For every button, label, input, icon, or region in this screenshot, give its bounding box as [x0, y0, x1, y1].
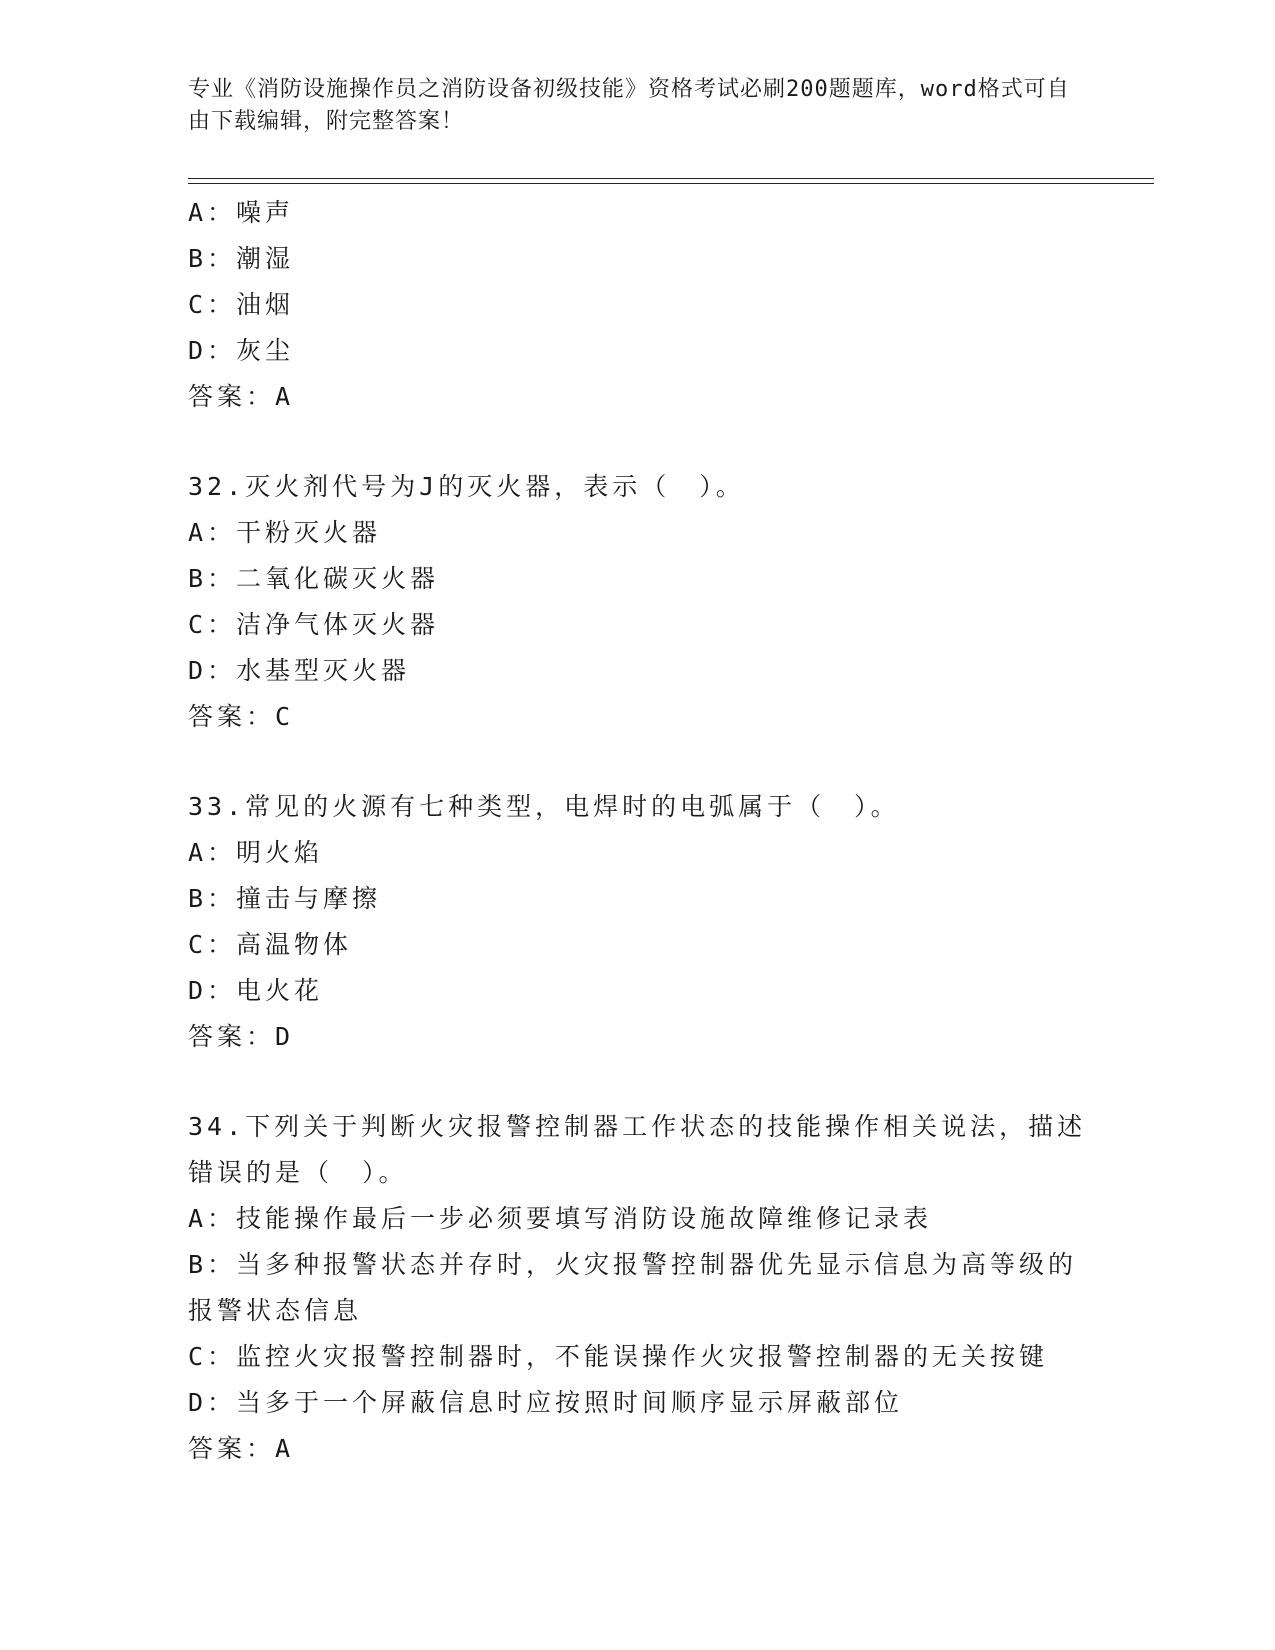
question-stem: 33.常见的火源有七种类型，电焊时的电弧属于（ ）。	[188, 792, 900, 821]
option-b: B：撞击与摩擦	[188, 884, 382, 913]
option-d: D：灰尘	[188, 336, 295, 365]
answer: 答案：A	[188, 382, 295, 411]
option-a: A：干粉灭火器	[188, 518, 382, 547]
option-c: C：高温物体	[188, 930, 353, 959]
option-c: C：监控火灾报警控制器时，不能误操作火灾报警控制器的无关按键	[188, 1342, 1049, 1371]
option-d: D：电火花	[188, 976, 324, 1005]
question-list	[188, 190, 1088, 1472]
option-c: C：油烟	[188, 290, 295, 319]
question-stem: 34.下列关于判断火灾报警控制器工作状态的技能操作相关说法，描述错误的是（ ）。	[188, 1112, 1087, 1187]
question-32	[188, 464, 1088, 740]
option-b: B：二氧化碳灭火器	[188, 564, 440, 593]
option-d: D：当多于一个屏蔽信息时应按照时间顺序显示屏蔽部位	[188, 1388, 904, 1417]
question-stem: 32.灭火剂代号为J的灭火器，表示（ ）。	[188, 472, 745, 501]
header-divider-top	[188, 178, 1154, 179]
option-a: A：噪声	[188, 198, 295, 227]
question-34	[188, 1104, 1088, 1472]
option-a: A：明火焰	[188, 838, 324, 867]
option-b: B：当多种报警状态并存时，火灾报警控制器优先显示信息为高等级的报警状态信息	[188, 1250, 1078, 1325]
previous-question	[188, 190, 1088, 420]
document-header: 专业《消防设施操作员之消防设备初级技能》资格考试必刷200题题库，word格式可自由下载编辑，附完整答案！	[188, 77, 1070, 134]
answer: 答案：D	[188, 1022, 295, 1051]
option-c: C：洁净气体灭火器	[188, 610, 440, 639]
header-divider-bottom	[188, 183, 1154, 184]
answer: 答案：A	[188, 1434, 295, 1463]
question-33	[188, 784, 1088, 1060]
option-a: A：技能操作最后一步必须要填写消防设施故障维修记录表	[188, 1204, 933, 1233]
option-d: D：水基型灭火器	[188, 656, 411, 685]
option-b: B：潮湿	[188, 244, 295, 273]
answer: 答案：C	[188, 702, 295, 731]
